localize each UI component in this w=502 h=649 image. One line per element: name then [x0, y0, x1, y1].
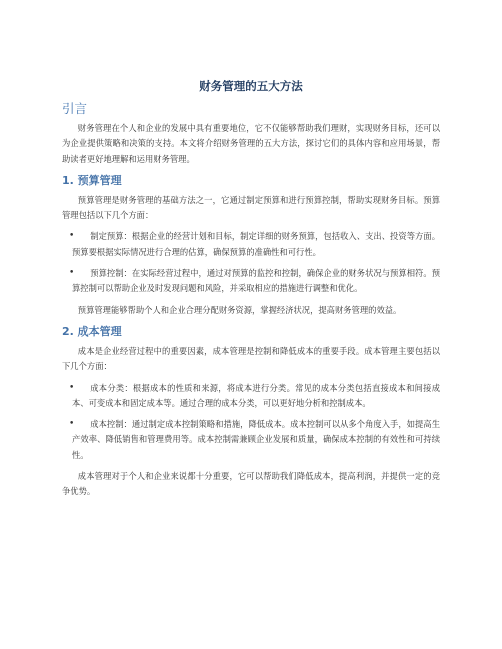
list-item: • 成本控制：通过制定成本控制策略和措施，降低成本。成本控制可以从多个角度入手，如提高生产效率、降低销售和管理费用等。成本控制需兼顾企业发展和质量，确保成本控制的有效性和可持续性。 [62, 417, 440, 463]
intro-heading: 引言 [62, 101, 88, 116]
list-item: • 预算控制：在实际经营过程中，通过对预算的监控和控制，确保企业的财务状况与预算相符。预算控制可以帮助企业及时发现问题和风险，并采取相应的措施进行调整和优化。 [62, 266, 440, 297]
document-title: 财务管理的五大方法 [199, 79, 303, 93]
section-cost-heading: 2. 成本管理 [62, 324, 122, 338]
document-page [62, 78, 440, 506]
section-cost-conclusion: 成本管理对于个人和企业来说都十分重要，它可以帮助我们降低成本，提高利润，并提供一定的竞争优势。 [62, 471, 440, 497]
section-budget-heading: 1. 预算管理 [62, 173, 122, 187]
list-item: • 成本分类：根据成本的性质和来源，将成本进行分类。常见的成本分类包括直接成本和间接成本、可变成本和固定成本等。通过合理的成本分类，可以更好地分析和控制成本。 [62, 381, 440, 412]
intro-paragraph: 财务管理在个人和企业的发展中具有重要地位，它不仅能够帮助我们理财，实现财务目标，还可以为企业提供策略和决策的支持。本文将介绍财务管理的五大方法，探讨它们的具体内容和应用场景，帮助读者更好地理解和运用财务管理。 [62, 123, 440, 164]
list-item: • 制定预算：根据企业的经营计划和目标，制定详细的财务预算，包括收入、支出、投资等方面。预算要根据实际情况进行合理的估算，确保预算的准确性和可行性。 [62, 229, 440, 260]
section-budget-list [62, 229, 440, 296]
section-budget-conclusion: 预算管理能够帮助个人和企业合理分配财务资源，掌握经济状况，提高财务管理的效益。 [77, 304, 402, 315]
section-cost-list [62, 381, 440, 463]
section-budget-intro: 预算管理是财务管理的基础方法之一，它通过制定预算和进行预算控制，帮助实现财务目标。预算管理包括以下几个方面： [62, 194, 440, 221]
section-cost-intro: 成本是企业经营过程中的重要因素，成本管理是控制和降低成本的重要手段。成本管理主要包括以下几个方面： [62, 345, 440, 372]
